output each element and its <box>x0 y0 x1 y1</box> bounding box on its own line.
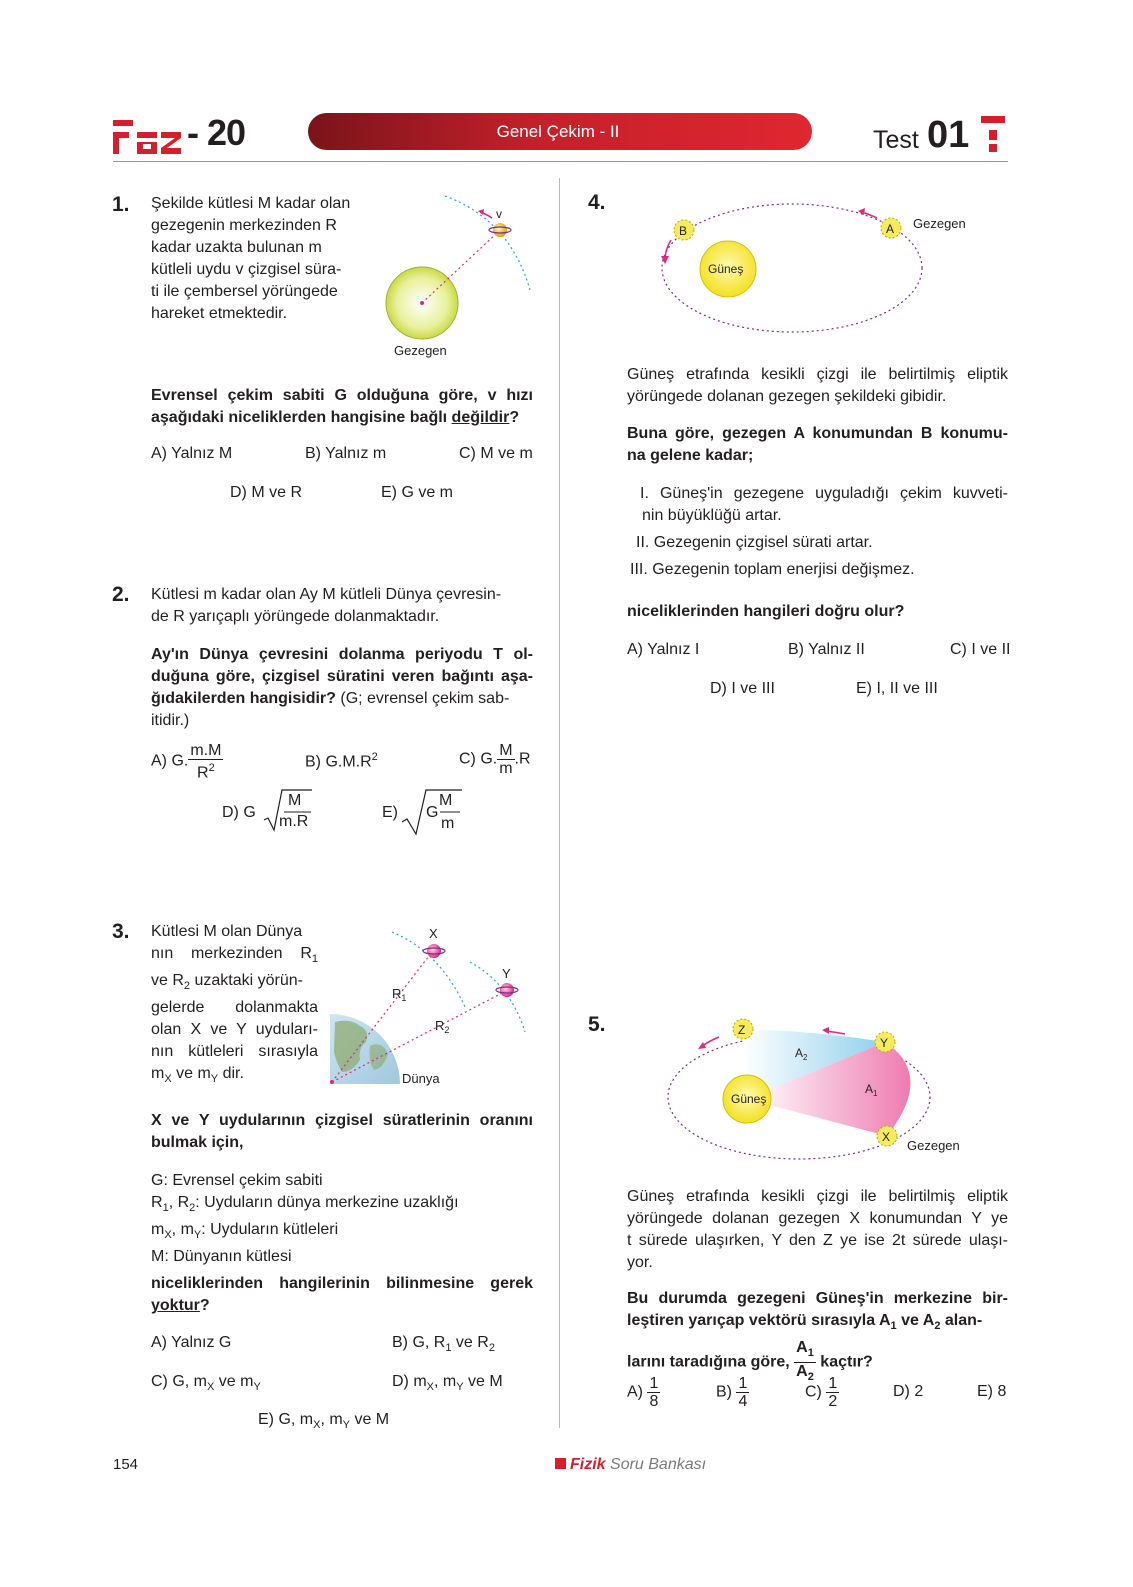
q5-question-line: Bu durumda gezegeni Güneş'in merkezine bir- <box>627 1290 1008 1307</box>
q3-fig-r2-text: R <box>435 1018 445 1033</box>
q1-question-end: ? <box>509 409 520 426</box>
q3-line: gelerde dolanmakta <box>151 999 318 1017</box>
test-icon <box>979 114 1007 154</box>
q3-sub: 1 <box>311 953 318 966</box>
q3-opt-text: , m <box>434 1373 457 1390</box>
q5-figure <box>665 1015 975 1160</box>
q1-option-a[interactable]: A) Yalnız M <box>151 445 233 462</box>
fraction-denominator: m.R <box>279 813 309 830</box>
q3-opt-sub: Y <box>342 1419 351 1432</box>
q3-opt-sub: 2 <box>488 1342 495 1355</box>
q2-question-line: Ay'ın Dünya çevresini dolanma periyodu T ol- <box>151 646 533 663</box>
q3-list-item: M: Dünyanın kütlesi <box>151 1248 292 1266</box>
q5-fig-sun: Güneş <box>731 1092 767 1106</box>
q4-option-a[interactable]: A) Yalnız I <box>627 641 700 658</box>
q3-text: , m <box>171 1221 194 1239</box>
q5-fig-a2-text: A <box>795 1046 804 1060</box>
q1-option-b[interactable]: B) Yalnız m <box>305 445 387 462</box>
q3-line <box>151 943 318 970</box>
brand-logo <box>113 116 183 154</box>
q5-option-b[interactable] <box>716 1375 749 1410</box>
q5-fig-a1-sub: 1 <box>873 1089 878 1098</box>
q3-opt-sub: X <box>313 1419 321 1432</box>
q3-line: olan X ve Y uyduları- <box>151 1021 318 1039</box>
q5-option-a-label: A) <box>627 1383 643 1401</box>
q3-fig-r2 <box>435 1018 449 1035</box>
fraction-denominator: 4 <box>738 1393 748 1410</box>
q4-statement: III. Gezegenin toplam enerjisi değişmez. <box>630 561 915 578</box>
q1-line: kadar uzakta bulunan m <box>151 239 322 256</box>
q2-option-e-label: E) <box>382 804 398 821</box>
q2-option-e-g: G <box>426 804 439 821</box>
q3-number: 3. <box>112 920 130 943</box>
q3-opt-text: C) G, m <box>151 1373 207 1390</box>
q3-question-line: X ve Y uydularının çizgisel süratlerinin oranını <box>151 1112 533 1129</box>
q3-option-a[interactable]: A) Yalnız G <box>151 1334 232 1351</box>
q2-question-line: duğuna göre, çizgisel süratini veren bağıntı aşa- <box>151 668 533 685</box>
q4-question-2: niceliklerinden hangileri doğru olur? <box>627 603 905 620</box>
num-sub: 1 <box>807 1347 814 1360</box>
q1-question-underlined: değildir <box>451 409 510 426</box>
q3-list <box>151 1170 533 1268</box>
q5-fig-x: X <box>882 1130 891 1144</box>
q2-option-b[interactable] <box>305 751 378 771</box>
q1-line: gezegenin merkezinden R <box>151 217 337 234</box>
q5-line: yor. <box>627 1254 653 1271</box>
num-text: A <box>796 1339 808 1357</box>
q3-list-item <box>151 1219 533 1246</box>
q5-option-b-fraction <box>736 1375 749 1410</box>
q5-text: larını taradığına göre, <box>627 1353 795 1371</box>
q3-opt-text: B) G, R <box>392 1334 446 1351</box>
q5-sub: 1 <box>890 1320 897 1333</box>
q3-question-2 <box>151 1273 533 1317</box>
q5-text: kaçtır? <box>815 1353 873 1371</box>
den-text: A <box>796 1363 808 1381</box>
q5-fig-planet: Gezegen <box>907 1138 960 1153</box>
q2-number: 2. <box>112 583 130 606</box>
fraction-denominator: m <box>441 815 455 832</box>
q3-line: nın kütleleri sırasıyla <box>151 1043 318 1061</box>
q3-line <box>151 970 318 997</box>
q5-text: alan- <box>940 1312 983 1329</box>
fraction-numerator: M <box>499 742 513 759</box>
q3-fig-y: Y <box>502 966 511 981</box>
q2-question-tail: itidir.) <box>151 712 190 729</box>
q5-question-line <box>627 1310 1008 1337</box>
footer-square-icon <box>555 1458 566 1469</box>
q2-question-line <box>151 688 533 710</box>
q3-opt-sub: 1 <box>445 1342 452 1355</box>
q1-question-text: aşağıdaki niceliklerden hangisine bağlı <box>151 409 452 426</box>
q3-question-end: ? <box>199 1297 210 1314</box>
q1-number: 1. <box>112 193 130 216</box>
fraction-denominator <box>188 760 223 781</box>
q4-stem <box>627 364 1008 408</box>
q5-text: leştiren yarıçap vektörü sırasıyla A <box>627 1312 891 1329</box>
page-title: Genel Çekim - II <box>496 122 620 141</box>
q2-option-c-tail: .R <box>514 750 531 768</box>
q2-option-c-fraction <box>497 742 514 777</box>
q4-line: yörüngede dolanan gezegen şekildeki gibidir. <box>627 388 947 405</box>
q3-option-c[interactable] <box>151 1373 261 1393</box>
q3-text: uzaktaki yörün- <box>190 972 303 990</box>
q4-fig-a: A <box>886 222 895 236</box>
q3-opt-text: ve M <box>350 1411 390 1428</box>
q3-text: m <box>151 1221 165 1239</box>
q2-line: de R yarıçaplı yörüngede dolanmaktadır. <box>151 608 440 625</box>
q5-line: Güneş etrafında kesikli çizgi ile belirtilmiş eliptik <box>627 1188 1008 1205</box>
q3-option-d[interactable] <box>392 1373 503 1393</box>
q5-option-b-label: B) <box>716 1383 732 1401</box>
q4-question-line: Buna göre, gezegen A konumundan B konumu- <box>627 425 1008 442</box>
q3-text: m <box>151 1065 165 1083</box>
column-divider <box>559 178 560 1428</box>
q3-sub: X <box>164 1073 172 1086</box>
q2-option-d-label: D) G <box>222 804 256 821</box>
q2-option-a-label: A) G. <box>151 752 189 770</box>
q5-number: 5. <box>588 1013 606 1036</box>
q3-text: dir. <box>218 1065 244 1083</box>
footer-subject: Fizik <box>570 1456 606 1473</box>
fraction-numerator <box>794 1339 816 1363</box>
fraction-numerator: 1 <box>738 1375 748 1392</box>
q3-text: : Uyduların dünya merkezine uzaklığı <box>195 1194 459 1211</box>
fraction-denominator: 2 <box>828 1393 838 1410</box>
fraction-numerator: m.M <box>190 742 222 759</box>
q2-option-b-sup: 2 <box>371 751 378 763</box>
test-label: Test <box>873 126 919 154</box>
page-number: 154 <box>113 1456 139 1473</box>
q5-fig-a2-sub: 2 <box>803 1053 808 1062</box>
q3-fig-r2-sub: 2 <box>444 1025 450 1035</box>
q1-fig-planet: Gezegen <box>394 343 447 358</box>
q5-text: ve A <box>896 1312 935 1329</box>
q3-figure <box>330 922 535 1090</box>
q1-line: hareket etmektedir. <box>151 305 288 322</box>
q3-opt-text: ve R <box>451 1334 489 1351</box>
q2-line: Kütlesi m kadar olan Ay M kütleli Dünya çevresin- <box>151 586 502 603</box>
q3-text: : Uyduların kütleleri <box>201 1221 339 1239</box>
q3-fig-earth: Dünya <box>402 1071 440 1086</box>
q3-opt-sub: Y <box>253 1381 261 1394</box>
q3-option-b[interactable] <box>392 1334 495 1354</box>
q4-line: Güneş etrafında kesikli çizgi ile belirtilmiş eliptik <box>627 366 1008 383</box>
q5-fig-y: Y <box>880 1036 889 1050</box>
q5-option-c-fraction <box>826 1375 839 1410</box>
q4-statements <box>630 483 1008 581</box>
q1-line: ti ile çembersel yörüngede <box>151 283 338 300</box>
fraction-numerator: 1 <box>828 1375 838 1392</box>
q3-text: ve m <box>171 1065 211 1083</box>
q2-option-c[interactable] <box>459 742 531 777</box>
q3-sub: 2 <box>189 1202 196 1215</box>
q2-question-bold: ğıdakilerden hangisidir? <box>151 690 336 707</box>
q3-question-line: bulmak için, <box>151 1134 244 1151</box>
q2-option-c-label: C) G. <box>459 750 498 768</box>
q5-option-c[interactable] <box>805 1375 839 1410</box>
q4-option-c[interactable]: C) I ve II <box>950 641 1011 658</box>
q3-question <box>151 1110 533 1154</box>
q3-sub: 2 <box>183 980 191 993</box>
q1-option-d[interactable]: D) M ve R <box>230 484 302 501</box>
q3-line: Kütlesi M olan Dünya <box>151 923 303 940</box>
q4-figure <box>655 200 975 340</box>
footer-brand <box>555 1456 706 1474</box>
q5-line: yörüngede dolanan gezegen X konumundan Y ye <box>627 1210 1008 1227</box>
brand-number: - 20 <box>187 112 246 153</box>
q1-line: kütleli uydu v çizgisel süra- <box>151 261 342 278</box>
q4-question <box>627 423 1008 467</box>
q5-option-e[interactable]: E) 8 <box>977 1383 1007 1400</box>
q1-question-line: Evrensel çekim sabiti G olduğuna göre, v hızı <box>151 387 533 404</box>
q3-fig-r1-text: R <box>392 986 402 1001</box>
q1-question-line <box>151 407 533 429</box>
q1-option-e[interactable]: E) G ve m <box>381 484 454 501</box>
q2-option-a-fraction <box>188 742 223 781</box>
q4-statement: II. Gezegenin çizgisel sürati artar. <box>636 534 873 551</box>
q1-question <box>151 385 533 429</box>
q5-fig-a1-text: A <box>865 1082 874 1096</box>
q2-question <box>151 644 533 732</box>
q1-line: Şekilde kütlesi M kadar olan <box>151 195 351 212</box>
q2-option-a[interactable] <box>151 742 223 781</box>
fraction-numerator: M <box>439 792 453 809</box>
q3-opt-sub: X <box>207 1381 215 1394</box>
q3-text: R <box>151 1194 163 1211</box>
q3-text: nın merkezinden R <box>151 945 312 962</box>
q3-text: , R <box>168 1194 190 1211</box>
q4-option-e[interactable]: E) I, II ve III <box>856 680 938 697</box>
q3-opt-text: ve m <box>214 1373 254 1390</box>
q5-question <box>627 1288 1008 1387</box>
q3-stem <box>151 921 318 1091</box>
q2-stem <box>151 584 533 628</box>
q3-fig-r1-sub: 1 <box>401 993 407 1003</box>
q4-statement: nin büyüklüğü artar. <box>642 507 782 524</box>
q5-option-d[interactable]: D) 2 <box>893 1383 924 1400</box>
q1-fig-v: v <box>496 207 502 221</box>
fraction-numerator: M <box>288 792 302 809</box>
q4-option-d[interactable]: D) I ve III <box>710 680 775 697</box>
test-number: 01 <box>927 114 970 156</box>
q1-option-c[interactable]: C) M ve m <box>459 445 533 462</box>
q2-question-normal: (G; evrensel çekim sab- <box>335 690 510 707</box>
q3-opt-sub: Y <box>456 1381 464 1394</box>
title-banner <box>308 113 812 150</box>
q5-fig-z: Z <box>738 1023 746 1037</box>
q4-option-b[interactable]: B) Yalnız II <box>788 641 865 658</box>
q4-fig-planet: Gezegen <box>913 216 966 231</box>
q3-opt-text: , m <box>320 1411 343 1428</box>
q4-statement: I. Güneş'in gezegene uyguladığı çekim kuvveti- <box>640 485 1008 502</box>
q3-sub: X <box>164 1229 172 1242</box>
header <box>113 112 1008 164</box>
q5-option-a-fraction <box>647 1375 660 1410</box>
fraction-denominator: 8 <box>649 1393 659 1410</box>
q4-question-line: na gelene kadar; <box>627 447 754 464</box>
q3-opt-sub: X <box>426 1381 434 1394</box>
q1-figure <box>380 190 535 365</box>
q5-line: t sürede ulaşırken, Y den Z ye ise 2t sürede ulaşı- <box>627 1232 1008 1249</box>
den-sub: 2 <box>807 1371 814 1384</box>
den-sup: 2 <box>208 762 215 774</box>
q5-option-a[interactable] <box>627 1375 660 1410</box>
q5-option-c-label: C) <box>805 1383 822 1401</box>
header-rule <box>113 161 1008 162</box>
q3-line <box>151 1063 318 1090</box>
q4-number: 4. <box>588 191 606 214</box>
q1-stem <box>151 193 361 325</box>
den-text: R <box>197 764 209 782</box>
q3-fig-r1 <box>392 986 406 1003</box>
q3-opt-text: ve M <box>463 1373 503 1390</box>
q3-text: ve R <box>151 972 184 990</box>
q4-fig-b: B <box>679 224 688 238</box>
q3-option-e[interactable] <box>258 1411 389 1431</box>
q3-question-line: niceliklerinden hangilerinin bilinmesine gerek <box>151 1275 533 1292</box>
fraction-numerator: 1 <box>649 1375 659 1392</box>
q3-question-line <box>151 1295 533 1317</box>
fraction-denominator: m <box>499 760 513 777</box>
q3-fig-x: X <box>429 926 438 941</box>
q3-list-item: G: Evrensel çekim sabiti <box>151 1172 323 1189</box>
q3-sub: Y <box>193 1229 202 1242</box>
q3-question-underlined: yoktur <box>151 1297 200 1314</box>
q4-fig-sun: Güneş <box>708 262 744 276</box>
footer-book: Soru Bankası <box>610 1456 707 1473</box>
q5-sub: 2 <box>934 1320 941 1333</box>
q2-option-b-label: B) G.M.R <box>305 753 372 771</box>
q3-sub: 1 <box>162 1202 169 1215</box>
q3-opt-text: E) G, m <box>258 1411 314 1428</box>
q3-list-item <box>151 1192 533 1219</box>
q5-stem <box>627 1186 1008 1274</box>
q3-opt-text: D) m <box>392 1373 427 1390</box>
q3-sub: Y <box>210 1073 219 1086</box>
